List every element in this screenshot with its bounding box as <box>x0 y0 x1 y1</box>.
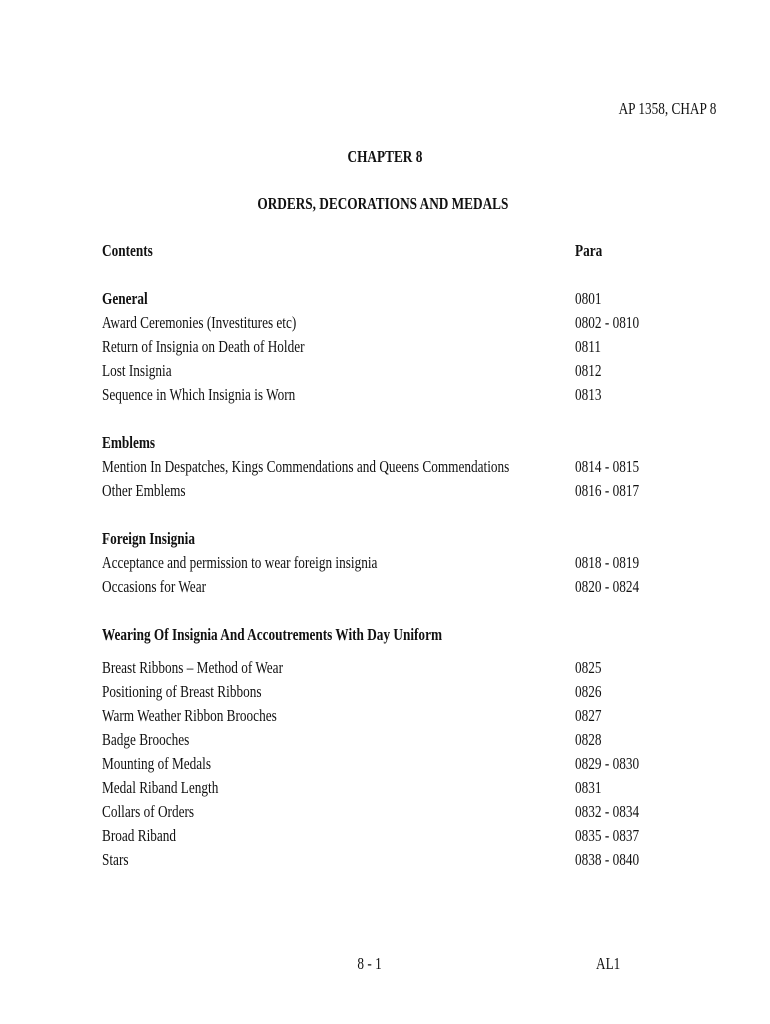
list-item: Medal Riband Length 0831 <box>102 778 602 797</box>
list-item: Sequence in Which Insignia is Worn 0813 <box>102 385 602 404</box>
contents-heading: Contents <box>102 241 153 260</box>
list-item: Other Emblems 0816 - 0817 <box>102 481 640 500</box>
doc-reference: AP 1358, CHAP 8 <box>618 99 716 118</box>
section-foreign-insignia-title: Foreign Insignia <box>102 529 195 548</box>
chapter-number: CHAPTER 8 <box>347 147 423 166</box>
section-emblems-title: Emblems <box>102 433 156 452</box>
list-item: Badge Brooches 0828 <box>102 730 602 749</box>
list-item: Warm Weather Ribbon Brooches 0827 <box>102 706 602 725</box>
list-item: Collars of Orders 0832 - 0834 <box>102 802 640 821</box>
page-number: 8 - 1 <box>357 954 383 973</box>
list-item: Return of Insignia on Death of Holder 0811 <box>102 337 602 356</box>
section-general-title: General <box>102 289 148 308</box>
list-item: Positioning of Breast Ribbons 0826 <box>102 682 602 701</box>
list-item: Lost Insignia 0812 <box>102 361 602 380</box>
list-item: Acceptance and permission to wear foreign insignia 0818 - 0819 <box>102 553 640 572</box>
section-wearing-title: Wearing Of Insignia And Accoutrements With Day Uniform <box>102 625 442 644</box>
list-item: Mounting of Medals 0829 - 0830 <box>102 754 640 773</box>
list-item: Stars 0838 - 0840 <box>102 850 640 869</box>
list-item: Occasions for Wear 0820 - 0824 <box>102 577 640 596</box>
list-item: Breast Ribbons – Method of Wear 0825 <box>102 658 602 677</box>
chapter-title: ORDERS, DECORATIONS AND MEDALS <box>257 194 509 213</box>
amendment-label: AL1 <box>596 954 621 973</box>
para-heading: Para <box>575 241 603 260</box>
section-general-para: 0801 <box>575 289 602 308</box>
list-item: Award Ceremonies (Investitures etc) 0802 - 0810 <box>102 313 640 332</box>
list-item: Broad Riband 0835 - 0837 <box>102 826 640 845</box>
list-item: Mention In Despatches, Kings Commendations and Queens Commendations 0814 - 0815 <box>102 457 640 476</box>
